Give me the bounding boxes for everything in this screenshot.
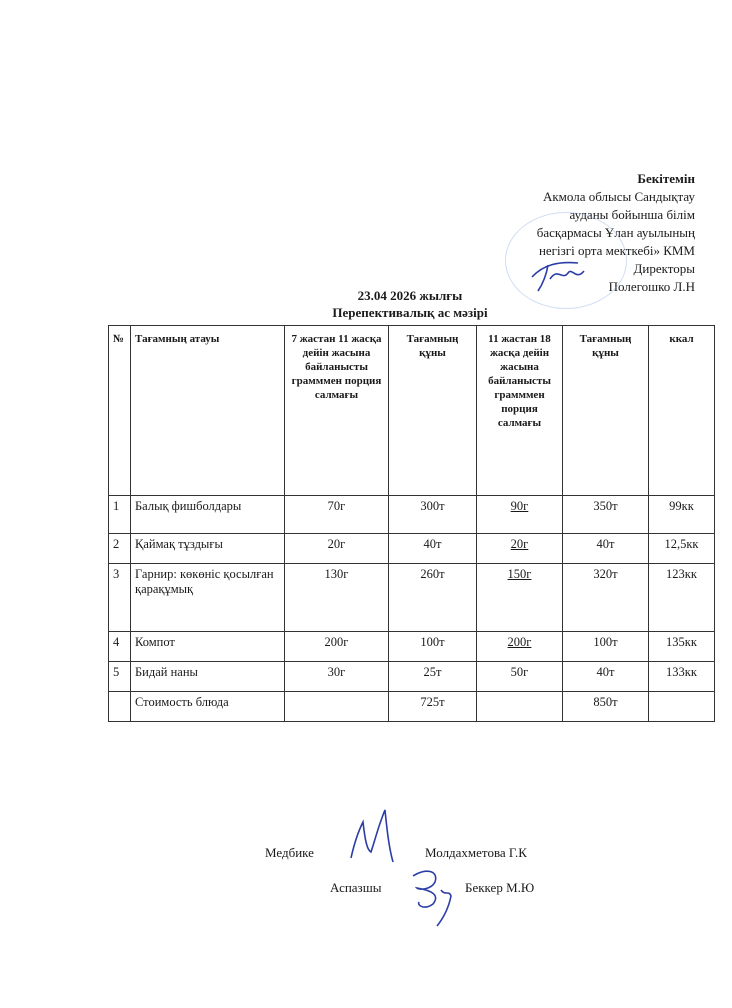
row-num: 4 [109, 632, 131, 662]
header-portion-old: 11 жастан 18 жасқа дейін жасына байланысты грамммен порция салмағы [477, 326, 563, 496]
row-num: 2 [109, 534, 131, 564]
row-price-young: 25т [389, 662, 477, 692]
row-name: Балық фишболдары [131, 496, 285, 534]
row-kcal: 99кк [649, 496, 715, 534]
row-num: 5 [109, 662, 131, 692]
row-num: 1 [109, 496, 131, 534]
approval-line: басқармасы Ұлан ауылының [536, 225, 695, 240]
approval-line: ауданы бойынша білім [569, 207, 695, 222]
row-portion-young: 30г [285, 662, 389, 692]
table-row [109, 534, 715, 564]
header-price-young: Тағамның құны [389, 326, 477, 496]
date-line: 23.04 2026 жылғы [357, 288, 463, 303]
row-price-old: 40т [563, 662, 649, 692]
approval-line: Акмола облысы Сандықтау [542, 189, 695, 204]
row-kcal: 133кк [649, 662, 715, 692]
nurse-name: Молдахметова Г.К [425, 845, 527, 860]
row-portion-old: 150г [477, 564, 563, 632]
row-price-young: 100т [389, 632, 477, 662]
cook-name: Беккер М.Ю [465, 880, 535, 895]
approval-line: негізгі орта мекткебі» КММ [538, 243, 695, 258]
row-price-old: 40т [563, 534, 649, 564]
approval-line: Полегошко Л.Н [608, 279, 695, 294]
total-label: Стоимость блюда [131, 692, 285, 722]
approval-line: Директоры [633, 261, 695, 276]
cook-role: Аспазшы [330, 880, 382, 895]
row-num: 3 [109, 564, 131, 632]
row-portion-old: 90г [477, 496, 563, 534]
row-portion-young: 200г [285, 632, 389, 662]
row-name: Гарнир: көкөніс қосылған қарақұмық [131, 564, 285, 632]
header-name: Тағамның атауы [131, 326, 285, 496]
row-kcal: 12,5кк [649, 534, 715, 564]
row-price-young: 300т [389, 496, 477, 534]
row-portion-old: 50г [477, 662, 563, 692]
row-portion-young: 70г [285, 496, 389, 534]
header-portion-young: 7 жастан 11 жасқа дейін жасына байланысты грамммен порция салмағы [285, 326, 389, 496]
row-price-young: 260т [389, 564, 477, 632]
approval-title: Бекітемін [637, 171, 695, 186]
row-kcal: 123кк [649, 564, 715, 632]
row-name: Қаймақ тұздығы [131, 534, 285, 564]
table-row [109, 564, 715, 632]
total-price-young: 725т [389, 692, 477, 722]
row-price-old: 350т [563, 496, 649, 534]
row-kcal: 135кк [649, 632, 715, 662]
table-row [109, 662, 715, 692]
table-header-row [109, 326, 715, 496]
row-portion-old: 20г [477, 534, 563, 564]
row-portion-young: 20г [285, 534, 389, 564]
menu-title: Перепективалық ас мәзірі [332, 305, 488, 320]
row-name: Бидай наны [131, 662, 285, 692]
total-row [109, 692, 715, 722]
row-portion-young: 130г [285, 564, 389, 632]
menu-table [108, 325, 715, 722]
table-row [109, 632, 715, 662]
header-price-old: Тағамның құны [563, 326, 649, 496]
row-price-young: 40т [389, 534, 477, 564]
nurse-signature-icon [345, 800, 400, 870]
row-portion-old: 200г [477, 632, 563, 662]
cook-signature-icon [405, 860, 465, 930]
row-price-old: 320т [563, 564, 649, 632]
table-row [109, 496, 715, 534]
header-kcal: ккал [649, 326, 715, 496]
row-name: Компот [131, 632, 285, 662]
row-price-old: 100т [563, 632, 649, 662]
total-price-old: 850т [563, 692, 649, 722]
header-num: № [109, 326, 131, 496]
nurse-role: Медбике [265, 845, 314, 860]
